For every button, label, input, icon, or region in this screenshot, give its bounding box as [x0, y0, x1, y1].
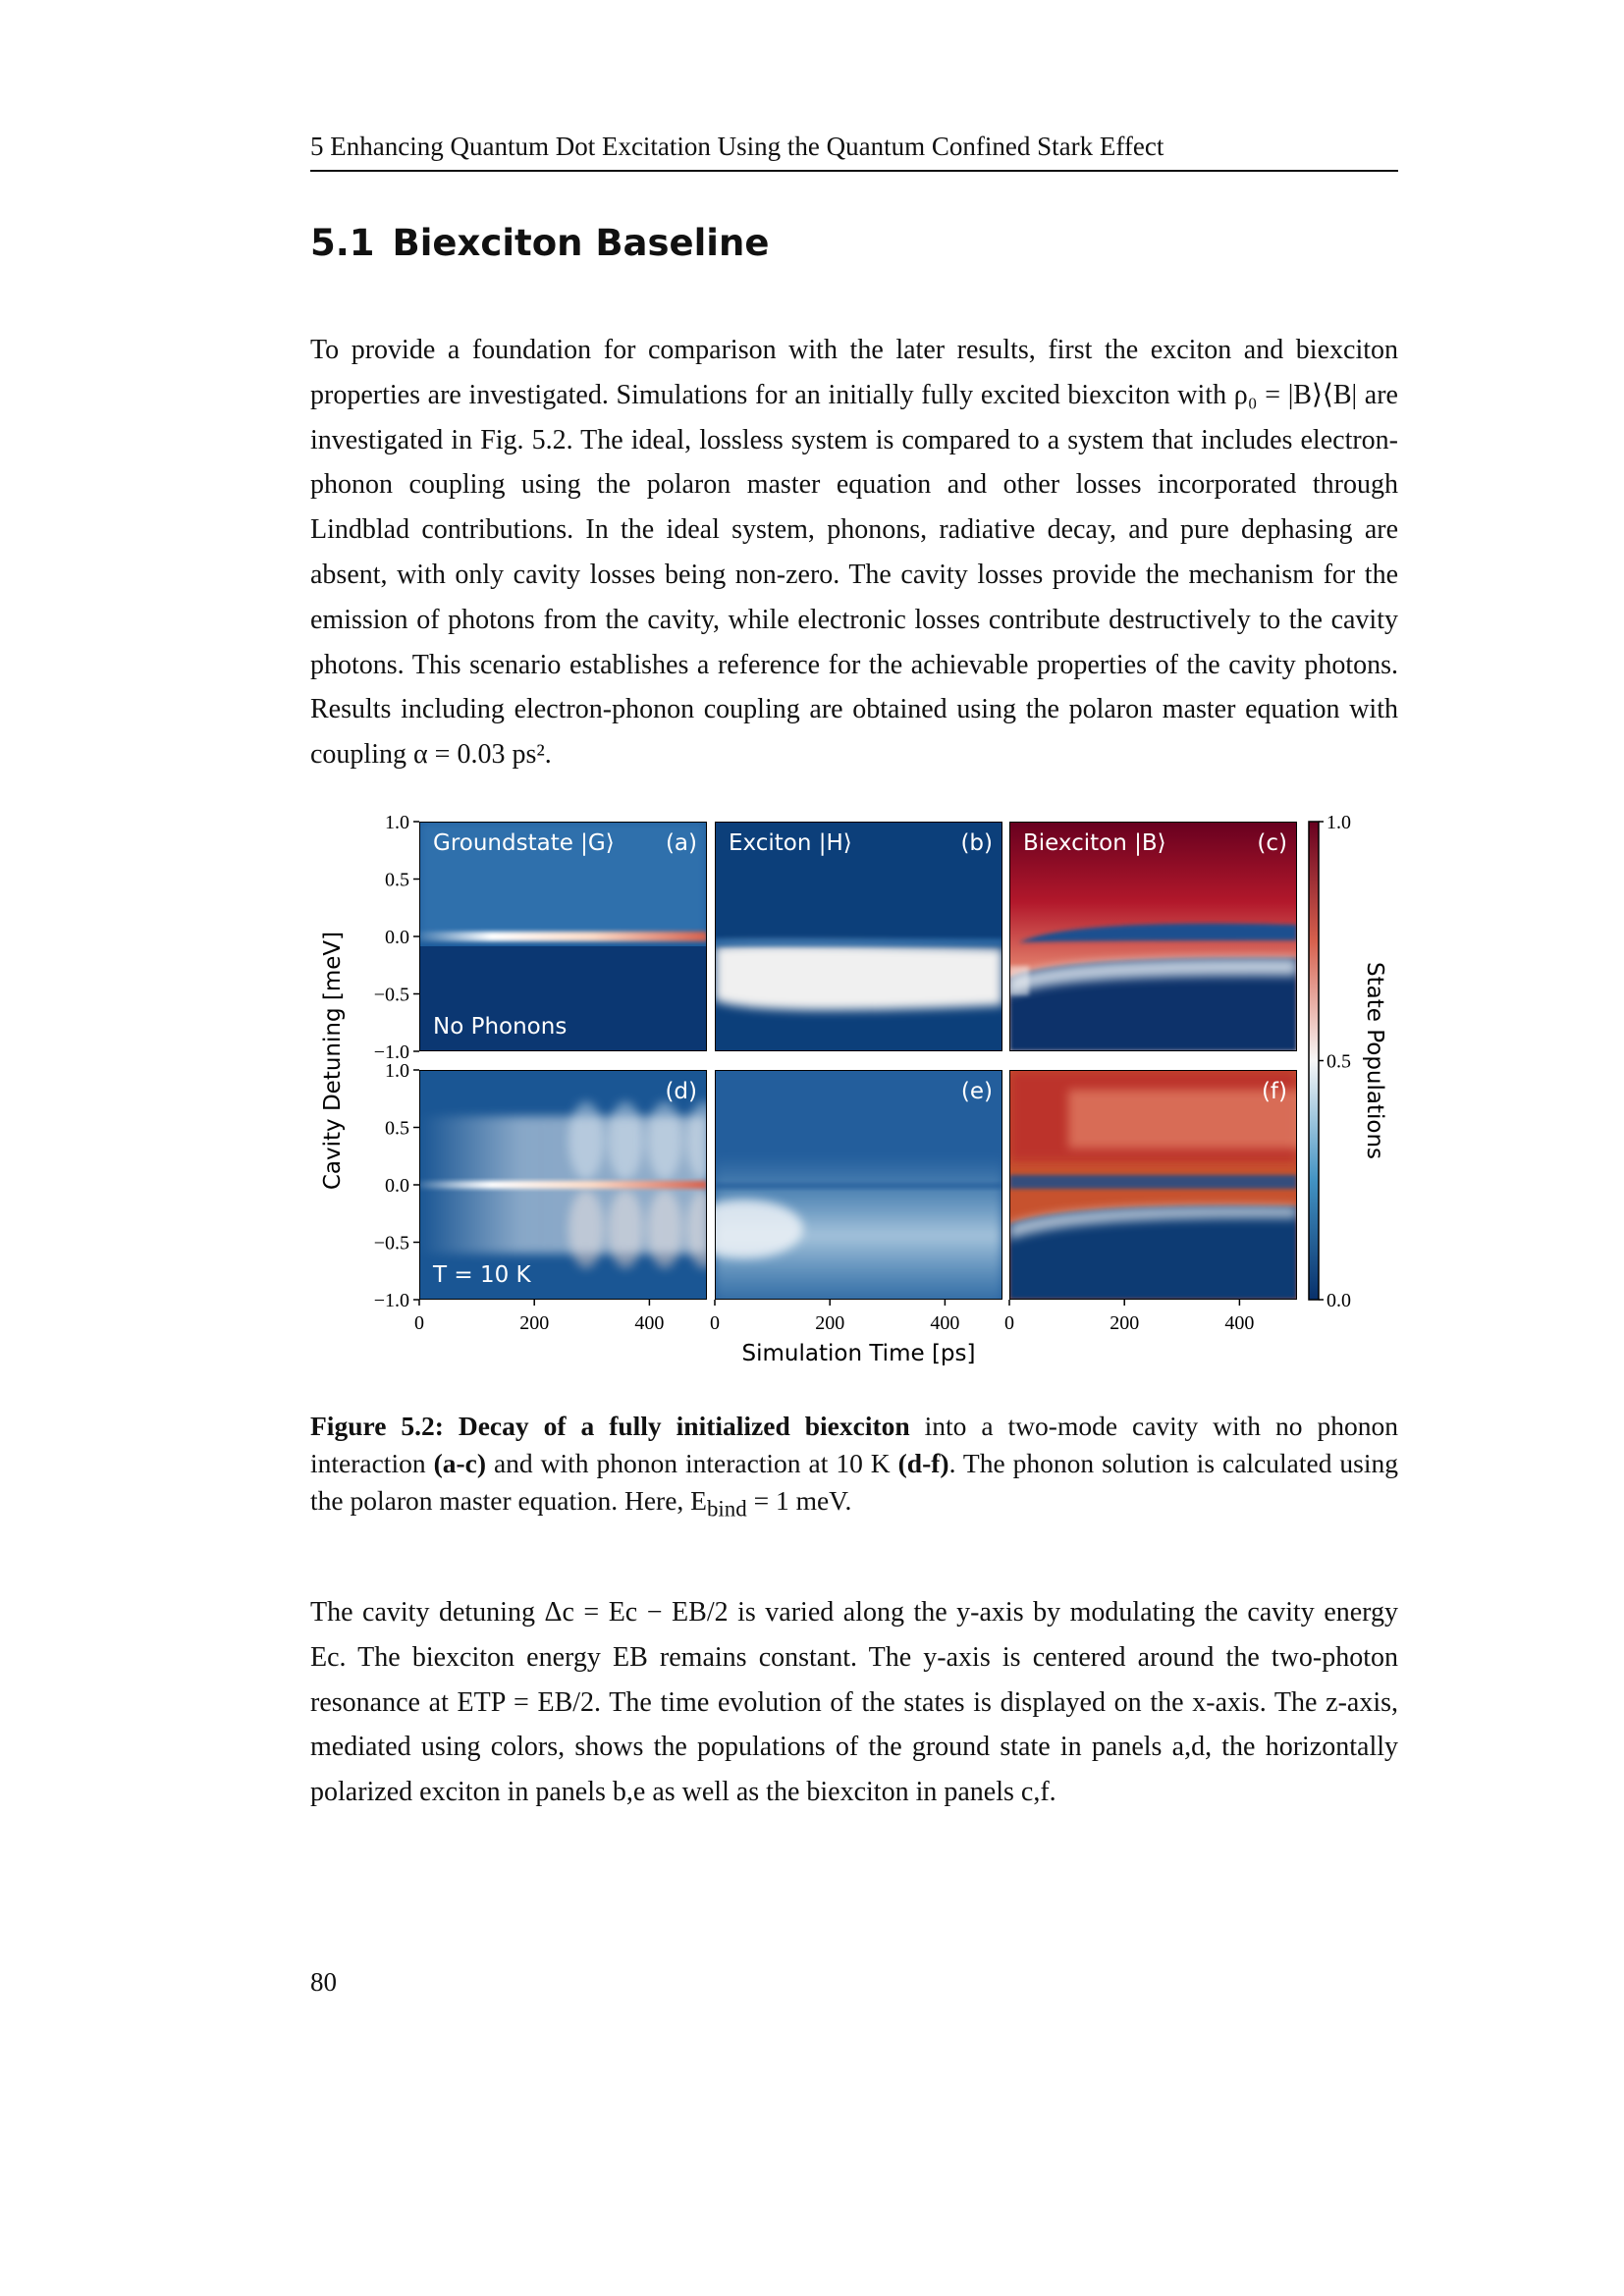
y-tick-label: 0.0 — [385, 927, 409, 948]
panel-f-heatmap — [1009, 1070, 1356, 1300]
panel-c-tag: (c) — [1257, 830, 1287, 856]
caption-text-2: and with phonon interaction at 10 K — [486, 1448, 898, 1478]
x-tick-label: 0 — [414, 1312, 424, 1334]
intro-paragraph: To provide a foundation for comparison with the later results, first the exciton and biexciton properties are investigated. Simulations for an initially fully excited biexciton with ρ₀ = |B⟩⟨B| are investigated in Fig. 5.2. The ideal, lossless system is compared to a system that includes electron-phonon coupling using the polaron master equation and other losses incorporated through Lindblad contributions. In the ideal system, phonons, radiative decay, and pure dephasing are absent, with only cavity losses being non-zero. The cavity losses provide the mechanism for the emission of photons from the cavity, while electronic losses contribute destructively to the cavity photons. This scenario establishes a reference for the achievable properties of the cavity photons. Results including electron-phonon coupling are obtained using the polaron master equation with coupling α = 0.03 ps². — [310, 335, 1398, 771]
heatmap-figure — [310, 805, 1398, 1384]
y-axis-label: Cavity Detuning [meV] — [320, 931, 346, 1191]
y-tick-label: 0.5 — [385, 1117, 409, 1140]
page-number: 80 — [310, 1967, 337, 1997]
section-title — [310, 222, 769, 264]
y-tick-label: 1.0 — [385, 812, 409, 833]
y-tick-label: −0.5 — [373, 984, 409, 1006]
caption-text-3: . The phonon solution is calculated using the polaron master equation. Here, E — [310, 1448, 1399, 1516]
caption-label: Figure 5.2: Decay of a fully initialized biexciton — [310, 1411, 910, 1441]
x-axis-label: Simulation Time [ps] — [741, 1341, 976, 1366]
x-tick-label: 400 — [930, 1312, 960, 1334]
x-tick-label: 200 — [1110, 1312, 1140, 1334]
x-tick-label: 200 — [815, 1312, 845, 1334]
caption-text-4: = 1 meV. — [746, 1485, 852, 1516]
panel-a-title: Groundstate |G⟩ — [433, 830, 615, 856]
y-tick-label: 0.5 — [385, 869, 409, 891]
y-tick-label: 0.0 — [385, 1175, 409, 1197]
caption-text-1: into a two-mode cavity with no phonon interaction — [310, 1411, 1398, 1478]
panel-c-title: Biexciton |B⟩ — [1023, 830, 1166, 856]
panel-e-heatmap — [685, 1070, 1002, 1316]
panel-d-note: T = 10 K — [433, 1262, 531, 1288]
y-tick-label: −0.5 — [373, 1232, 409, 1255]
colorbar-tick-label: 0.0 — [1326, 1290, 1351, 1311]
panel-b-heatmap — [715, 822, 1002, 1051]
panel-b-title: Exciton |H⟩ — [729, 830, 852, 856]
x-tick-label: 0 — [1004, 1312, 1014, 1334]
panel-c-heatmap — [1009, 822, 1297, 1051]
y-tick-label: 1.0 — [385, 1060, 409, 1082]
y-tick-label: −1.0 — [373, 1041, 409, 1063]
colorbar — [1309, 822, 1319, 1300]
panel-b-tag: (b) — [960, 830, 993, 856]
panel-a-note: No Phonons — [433, 1014, 568, 1040]
colorbar-tick-label: 0.5 — [1326, 1050, 1351, 1073]
section-number: 5.1 — [310, 222, 375, 264]
figure-caption — [310, 1408, 1398, 1528]
figure-5-2 — [310, 805, 1398, 1384]
panel-e-tag: (e) — [960, 1079, 993, 1104]
caption-bold-2: (d-f) — [897, 1448, 949, 1478]
x-tick-label: 400 — [634, 1312, 665, 1334]
x-tick-label: 200 — [519, 1312, 550, 1334]
x-tick-label: 400 — [1224, 1312, 1255, 1334]
colorbar-tick-label: 1.0 — [1326, 812, 1351, 833]
caption-bold-1: (a-c) — [433, 1448, 486, 1478]
running-head: 5 Enhancing Quantum Dot Excitation Using the Quantum Confined Stark Effect — [310, 132, 1398, 172]
panel-a-tag: (a) — [665, 830, 697, 856]
panel-d-tag: (d) — [665, 1079, 697, 1104]
y-tick-label: −1.0 — [373, 1290, 409, 1311]
caption-sub: bind — [706, 1496, 747, 1522]
panel-f-tag: (f) — [1261, 1079, 1287, 1104]
colorbar-label: State Populations — [1362, 961, 1387, 1160]
x-tick-label: 0 — [710, 1312, 720, 1334]
detuning-paragraph: The cavity detuning Δc = Ec − EB/2 is varied along the y-axis by modulating the cavity energy Ec. The biexciton energy EB remains constant. The y-axis is centered around the two-photon resonance at ETP = EB/2. The time evolution of the states is displayed on the x-axis. The z-axis, mediated using colors, shows the populations of the ground state in panels a,d, the horizontally polarized exciton in panels b,e as well as the biexciton in panels c,f. — [310, 1597, 1398, 1808]
section-title-text: Biexciton Baseline — [392, 222, 770, 264]
